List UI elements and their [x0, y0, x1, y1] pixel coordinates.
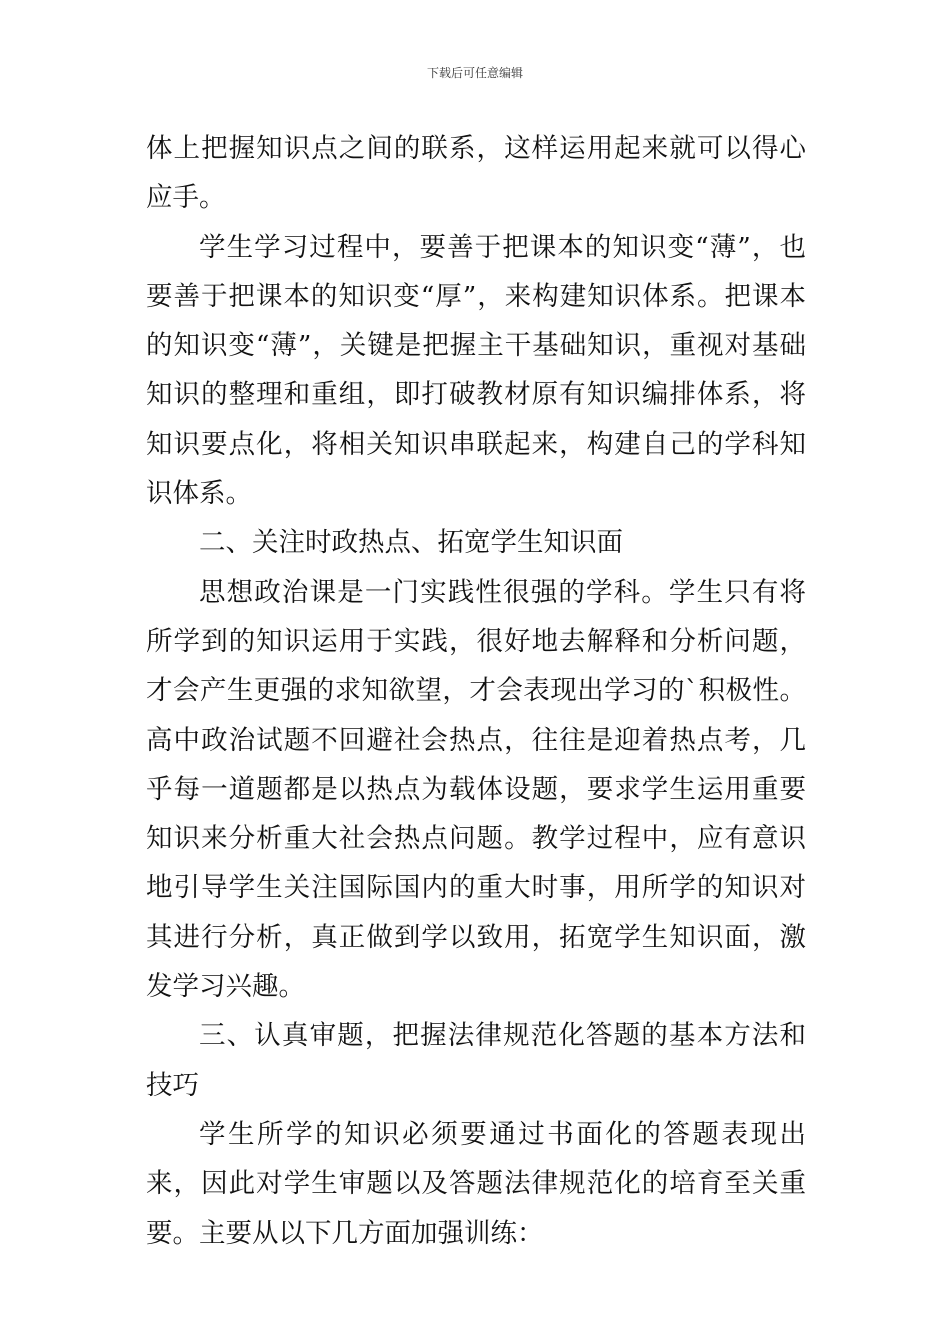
paragraph-answer-training: 学生所学的知识必须要通过书面化的答题表现出来，因此对学生审题以及答题法律规范化的培育至关重要。主要从以下几方面加强训练：: [146, 1118, 806, 1249]
paragraph-knowledge-system: 学生学习过程中，要善于把课本的知识变“薄”，也要善于把课本的知识变“厚”，来构建知识体系。把课本的知识变“薄”，关键是把握主干基础知识，重视对基础知识的整理和重组，即打破教材原有知识编排体系，将知识要点化，将相关知识串联起来，构建自己的学科知识体系。: [146, 231, 806, 510]
paragraph-continuation: 体上把握知识点之间的联系，这样运用起来就可以得心应手。: [146, 133, 806, 214]
section-heading-2: 二、关注时政热点、拓宽学生知识面: [199, 527, 623, 559]
document-body: [146, 124, 806, 1258]
page-header: 下载后可任意编辑: [426, 66, 523, 80]
section-heading-3: 三、认真审题，把握法律规范化答题的基本方法和技巧: [146, 1020, 806, 1101]
paragraph-current-affairs: 思想政治课是一门实践性很强的学科。学生只有将所学到的知识运用于实践，很好地去解释和分析问题，才会产生更强的求知欲望，才会表现出学习的`积极性。高中政治试题不回避社会热点，往往是迎着热点考，几乎每一道题都是以热点为载体设题，要求学生运用重要知识来分析重大社会热点问题。教学过程中，应有意识地引导学生关注国际国内的重大时事，用所学的知识对其进行分析，真正做到学以致用，拓宽学生知识面，激发学习兴趣。: [146, 576, 806, 1003]
